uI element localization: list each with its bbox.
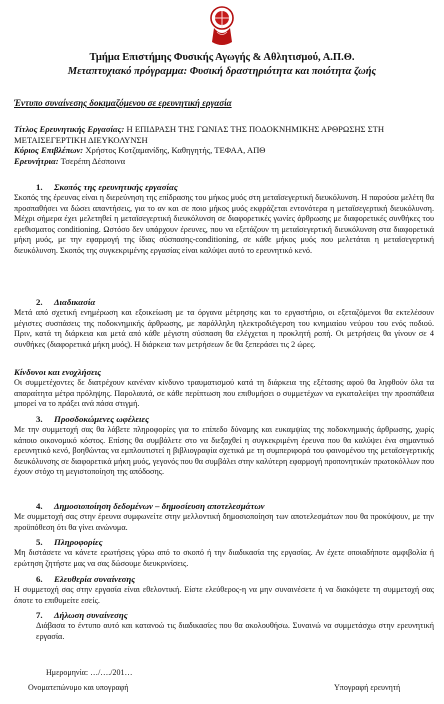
section-title: Ελευθερία συναίνεσης [54,574,136,584]
document-title: Έντυπο συναίνεσης δοκιμαζόμενου σε ερευνητική εργασία [14,98,232,108]
section-title: Κίνδυνοι και ενοχλήσεις [14,367,102,377]
section-title: Δήλωση συναίνεσης [54,610,128,620]
research-title-block [14,124,434,145]
section-heading-risks [14,367,101,377]
date-line: Ημερομηνία: …/…./201… [46,668,133,677]
section-heading-consent-statement [36,610,128,620]
section-text-information: Μη διστάσετε να κάνετε ερωτήσεις γύρω από το σκοπό ή την διαδικασία της εργασίας. Αν έχετε οποιαδήποτε αμφιβολία ή ερώτηση ζητήστε μας να σας δώσουμε διευκρινίσεις. [14,548,434,568]
program-name: Μεταπτυχιακό πρόγραμμα: Φυσική δραστηριότητα και ποιότητα ζωής [67,66,377,77]
researcher-value: Τσερέπη Δέσποινα [60,156,126,166]
section-text-benefits: Με την συμμετοχή σας θα λάβετε πληροφορίες για το επίπεδο δύναμης και ευκαμψίας της ποδοκνημικής άρθρωσης, χωρίς κάποιο οικονομικό κόστος. Επίσης θα συμβάλετε στο να διεξαχθεί η συγκεκριμένη έρευνα που θα καλύψει ένα σημαντικό ερευνητικό κενό, βοηθώντας να εμπλουτιστεί η βιβλιογραφία σχετικά με τη συμπεριφορά του φαινομένου της μεταϊσεγερτικής διευκόλυνσης σε διαφορετικά μήκη μυός, γεγονός που θα συμβάλει στην καλύτερη εφαρμογή προπονητικών πρωτοκόλλων που έχουν στόχο τη μεγιστοποίηση της απόδοσης. [14,425,434,477]
research-title-value: Η ΕΠΙΔΡΑΣΗ ΤΗΣ ΓΩΝΙΑΣ ΤΗΣ ΠΟΔΟΚΝΗΜΙΚΗΣ ΑΡΘΡΩΣΗΣ ΣΤΗ ΜΕΤΑΙΣΕΓΕΡΤΙΚΗ ΔΙΕΥΚΟΛΥΝΣΗ [14,124,385,145]
researcher-signature-label: Υπογραφή ερευνητή [334,683,401,692]
section-title: Πληροφορίες [54,537,103,547]
supervisor-value: Χρήστος Κοτζαμανίδης, Καθηγητής, ΤΕΦΑΑ, ΑΠΘ [85,145,266,155]
supervisor-block [14,145,434,156]
section-text-data-publication: Με συμμετοχή σας στην έρευνα συμφωνείτε στην μελλοντική δημοσιοποίηση των αποτελεσμάτων που θα προκύψουν, με την προϋπόθεση ότι θα γίνει ανώνυμα. [14,512,434,532]
section-heading-benefits [36,414,149,424]
section-text-procedure: Μετά από σχετική ενημέρωση και εξοικείωση με τα όργανα μέτρησης και το εργαστήριο, οι εξεταζόμενοι θα εκτελέσουν μέγιστες συσπάσεις της ποδοκνημικής άρθρωσης, με παράλληλη ηλεκτροδιέγερση του κνημιαίου νεύρου του ενός ποδιού. Πριν, κατά τη διάρκεια και μετά από κάθε μέγιστη σύσπαση θα ελέγχεται η προκλητή ροπή. Οι μετρήσεις θα γίνουν σε 4 συνθήκες (διαφορετικά μήκη μυός). Η διάρκεια των μετρήσεων δε θα ξεπεράσει τις 2 ώρες. [14,308,434,349]
section-number: 3. [36,414,43,424]
section-title: Προσδοκώμενες ωφέλειες [54,414,150,424]
section-heading-freedom-of-consent [36,574,135,584]
section-heading-procedure [36,297,95,307]
section-text-purpose: Σκοπός της έρευνας είναι η διερεύνηση της επίδρασης του μήκος μυός στη μεταϊσεγερτική διευκόλυνση. Η παρούσα μελέτη θα προσπαθήσει να δώσει απαντήσεις, για το αν και σε ποιο μήκος μυός εκφράζεται εντονότερα η μεταϊσεγερτική διευκόλυνση. Μέχρι σήμερα έχει μελετηθεί η μεταϊσεγερτική διευκόλυνση σε διαφορετικές γωνίες άρθρωσης με διαφορετικές συνθήκες του ερεθισματος conditioning. Ωστόσο δεν υπάρχουν έρευνες, που να εξετάζουν τη μεταϊσεγερτική διευκόλυνση στα διαφορετικά μήκη μυός, με την εφαρμογή της ίδιας σύσπασης-conditioning, σε κάθε μήκος μυός που μελετάται η μεταϊσεγερτική διευκόλυνση. Σκοπός της συγκεκριμένης εργασίας είναι καλύψει αυτό το ερευνητικό κενό. [14,193,434,255]
section-number: 7. [36,610,43,620]
researcher-label: Ερευνήτρια: [14,156,59,166]
section-title: Δημοσιοποίηση δεδομένων – δημοσίευση αποτελεσμάτων [54,501,265,511]
department-name: Τμήμα Επιστήμης Φυσικής Αγωγής & Αθλητισμού, Α.Π.Θ. [89,52,355,63]
section-number: 6. [36,574,43,584]
section-number: 2. [36,297,43,307]
research-title-label: Τίτλος Ερευνητικής Εργασίας: [14,124,125,134]
section-heading-data-publication [36,501,265,511]
section-heading-information [36,537,103,547]
researcher-block [14,156,434,167]
section-text-risks: Οι συμμετέχοντες δε διατρέχουν κανέναν κίνδυνο τραυματισμού κατά τη διάρκεια της εξέτασης αφού θα ληφθούν όλα τα απαραίτητα μέτρα πρόληψης. Παρολαυτά, σε κάθε περίπτωση που επιθυμήσει ο συμμετέχων να εγκαταλείψει την προσπάθεια μπορεί να το πράξει ανά πάσα στιγμή. [14,378,434,409]
section-number: 1. [36,182,43,192]
section-heading-purpose [36,182,178,192]
section-text-consent-statement: Διάβασα το έντυπο αυτό και κατανοώ τις διαδικασίες που θα ακολουθήσω. Συναινώ να συμμετάσχω στην ερευνητική εργασία. [36,621,434,641]
section-number: 4. [36,501,43,511]
university-seal-logo [202,4,242,48]
section-number: 5. [36,537,43,547]
supervisor-label: Κύριος Επιβλέπων: [14,145,84,155]
section-title: Διαδικασία [54,297,96,307]
section-title: Σκοπός της ερευνητικής εργασίας [54,182,178,192]
participant-signature-label: Ονοματεπώνυμο και υπογραφή [28,683,129,692]
section-text-freedom-of-consent: Η συμμετοχή σας στην εργασία είναι εθελοντική. Είστε ελεύθερος-η να μην συναινέσετε ή να διακόψετε τη συμμετοχή σας όποτε το επιθυμείτε εσείς. [14,585,434,605]
